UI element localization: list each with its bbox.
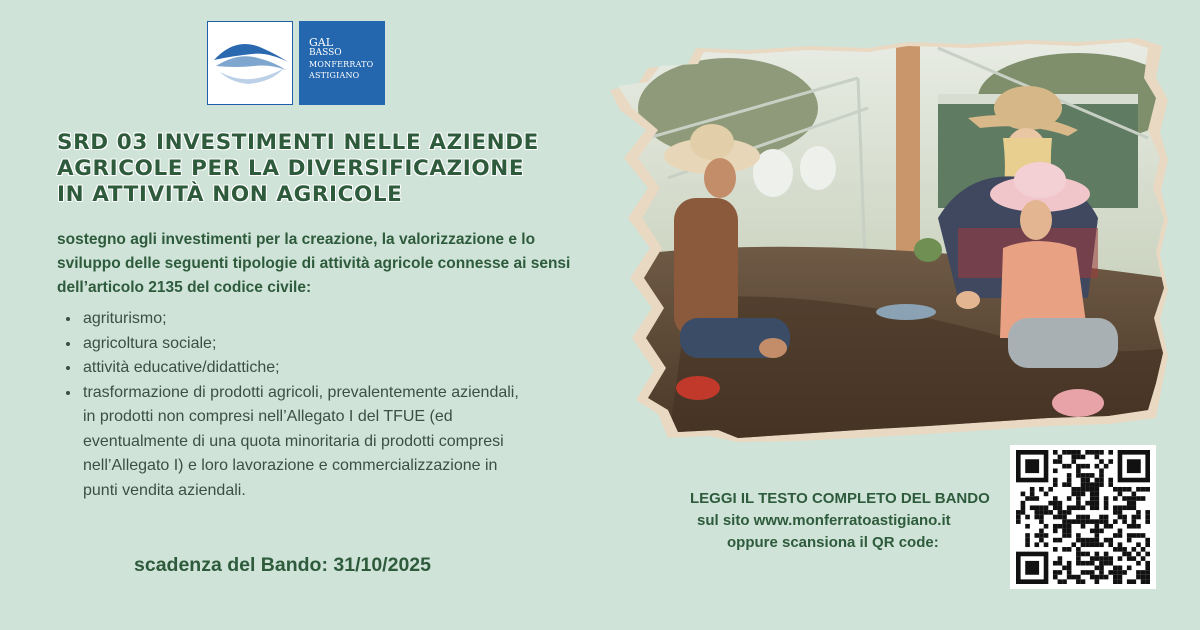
list-item-text: attività educative/didattiche;: [83, 359, 280, 376]
title-line-1: SRD 03 INVESTIMENTI NELLE AZIENDE: [57, 130, 539, 155]
list-item-text: agricoltura sociale;: [83, 334, 217, 352]
title-line-3: IN ATTIVITÀ NON AGRICOLE: [57, 182, 403, 207]
intro-text: sostegno agli investimenti per la creazione, la valorizzazione e lo sviluppo delle seguenti tipologie di attività agricole connesse ai sensi dell’articolo 2135 del codice civile:: [57, 231, 571, 296]
activity-list: [60, 307, 530, 503]
qr-code[interactable]: [1010, 445, 1156, 589]
cta-headline: LEGGI IL TESTO COMPLETO DEL BANDO: [690, 490, 990, 507]
gardening-family-photo: [608, 38, 1168, 443]
bullet-icon: [66, 317, 70, 321]
call-to-action: [670, 488, 1000, 554]
list-item: [60, 307, 530, 332]
qr-code-icon: [1016, 450, 1150, 584]
hills-landscape-icon: [208, 22, 292, 104]
page-title: [57, 130, 597, 208]
deadline-text: scadenza del Bando: 31/10/2025: [134, 554, 431, 576]
cta-scan-hint: oppure scansiona il QR code:: [727, 534, 939, 551]
logo-line-basso: BASSO: [309, 48, 342, 58]
cta-website[interactable]: sul sito www.monferratoastigiano.it: [697, 512, 951, 529]
list-item: [60, 381, 530, 504]
bullet-icon: [66, 342, 70, 346]
list-item: [60, 332, 530, 357]
bullet-icon: [66, 391, 70, 395]
list-item: [60, 356, 530, 381]
logo-mark: [207, 21, 293, 105]
logo-line-astigiano: ASTIGIANO: [309, 71, 360, 80]
logo-line-gal: GAL: [309, 36, 334, 49]
title-line-2: AGRICOLE PER LA DIVERSIFICAZIONE: [57, 156, 525, 181]
logo-line-monferrato: MONFERRATO: [309, 60, 374, 69]
photo-illustration: [608, 38, 1168, 443]
list-item-text: agriturismo;: [83, 310, 167, 327]
list-item-text: trasformazione di prodotti agricoli, prevalentemente aziendali, in prodotti non compresi nell’Allegato I del TFUE (ed eventualmente di una quota minoritaria di prodotti compresi nell’Allegato I) e loro lavorazione e commercializzazione in punti vendita aziendali.: [83, 383, 519, 499]
bullet-icon: [66, 366, 70, 370]
logo-wordmark: [299, 21, 385, 105]
